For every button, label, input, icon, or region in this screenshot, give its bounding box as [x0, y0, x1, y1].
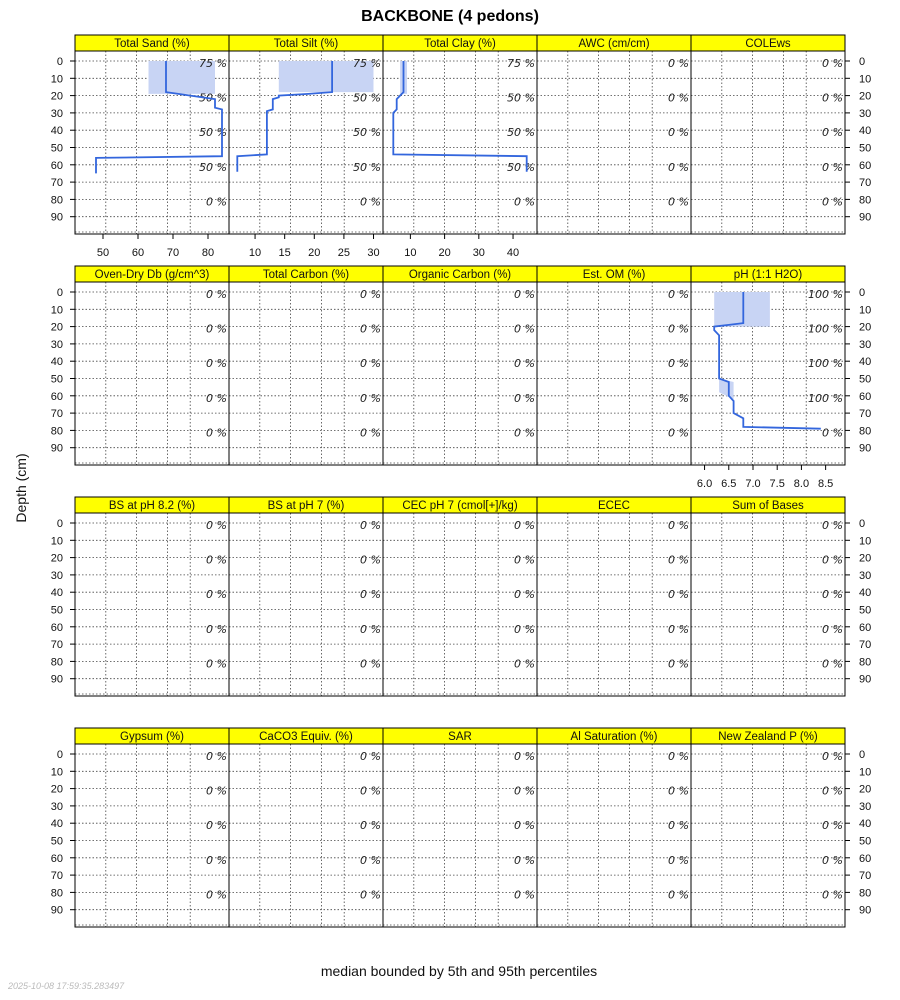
- percent-label: 0 %: [514, 288, 535, 301]
- y-tick-label: 10: [50, 766, 63, 779]
- timestamp-label: 2025-10-08 17:59:35.283497: [8, 981, 125, 991]
- percent-label: 50 %: [199, 91, 227, 105]
- percent-label: 0 %: [360, 657, 381, 671]
- x-tick-label: 30: [472, 247, 485, 259]
- y-tick-label: 40: [859, 587, 872, 600]
- percent-label: 0 %: [668, 750, 689, 763]
- y-tick-label: 10: [859, 304, 872, 317]
- percent-label: 50 %: [507, 160, 535, 174]
- percent-label: 0 %: [206, 322, 227, 336]
- percent-label: 0 %: [360, 391, 381, 405]
- percent-label: 0 %: [514, 357, 535, 371]
- panel-strip-label: BS at pH 7 (%): [267, 500, 345, 512]
- percent-label: 0 %: [206, 853, 227, 867]
- panel-strip-label: Oven-Dry Db (g/cm^3): [94, 269, 210, 281]
- x-tick-label: 10: [404, 247, 417, 259]
- y-tick-label: 10: [50, 535, 63, 548]
- y-tick-label: 10: [859, 766, 872, 779]
- y-tick-label: 70: [50, 408, 63, 421]
- y-tick-label: 30: [859, 569, 872, 582]
- panel-1: [51, 35, 229, 259]
- y-tick-label: 70: [50, 870, 63, 883]
- percent-label: 0 %: [360, 853, 381, 867]
- x-tick-label: 8.5: [817, 478, 834, 490]
- percent-label: 0 %: [360, 195, 381, 209]
- percent-label: 0 %: [360, 819, 381, 833]
- x-tick-label: 20: [438, 247, 451, 259]
- percent-label: 0 %: [668, 195, 689, 209]
- percent-label: 0 %: [822, 588, 843, 602]
- y-tick-label: 0: [56, 749, 63, 761]
- percent-label: 75 %: [353, 57, 381, 70]
- y-tick-label: 30: [50, 338, 63, 351]
- y-tick-label: 40: [50, 356, 63, 369]
- percent-label: 0 %: [360, 750, 381, 763]
- chart-title: BACKBONE (4 pedons): [361, 8, 539, 25]
- y-tick-label: 20: [50, 783, 63, 796]
- panel-grid: [51, 35, 872, 927]
- y-tick-label: 30: [50, 569, 63, 582]
- percent-label: 0 %: [206, 750, 227, 763]
- panel-13: [383, 497, 537, 696]
- percent-label: 0 %: [206, 819, 227, 833]
- percent-label: 0 %: [206, 784, 227, 798]
- y-tick-label: 80: [859, 887, 872, 900]
- percent-label: 0 %: [514, 322, 535, 336]
- percent-label: 0 %: [822, 426, 843, 440]
- panel-strip-label: Total Sand (%): [114, 38, 190, 50]
- y-tick-label: 10: [859, 535, 872, 548]
- x-tick-label: 60: [131, 247, 145, 259]
- percent-label: 0 %: [206, 288, 227, 301]
- y-tick-label: 60: [50, 621, 63, 634]
- percent-label: 0 %: [668, 519, 689, 532]
- percent-label: 100 %: [808, 322, 843, 336]
- panel-7: [229, 266, 383, 465]
- chart-footer-caption: median bounded by 5th and 95th percentiles: [320, 963, 598, 979]
- y-tick-label: 60: [859, 390, 872, 403]
- panel-9: [537, 266, 691, 465]
- panel-19: [537, 728, 691, 927]
- x-tick-label: 80: [201, 247, 215, 259]
- percent-label: 0 %: [360, 357, 381, 371]
- percent-label: 0 %: [514, 888, 535, 902]
- y-tick-label: 70: [859, 177, 872, 190]
- percent-label: 0 %: [514, 195, 535, 209]
- y-tick-label: 20: [859, 90, 872, 103]
- percent-label: 0 %: [822, 657, 843, 671]
- panel-strip-label: COLEws: [745, 38, 791, 50]
- panel-6: [51, 266, 229, 465]
- panel-3: [383, 35, 537, 259]
- percent-label: 0 %: [206, 588, 227, 602]
- y-tick-label: 40: [859, 125, 872, 138]
- percent-label: 0 %: [206, 657, 227, 671]
- y-tick-label: 80: [859, 656, 872, 669]
- percent-label: 0 %: [822, 819, 843, 833]
- percent-label: 0 %: [360, 888, 381, 902]
- y-tick-label: 50: [859, 604, 872, 617]
- percent-label: 50 %: [199, 160, 227, 174]
- x-tick-label: 30: [367, 247, 380, 259]
- percent-label: 0 %: [668, 126, 689, 140]
- y-tick-label: 90: [50, 904, 63, 917]
- percent-label: 0 %: [206, 888, 227, 902]
- y-tick-label: 90: [859, 442, 872, 455]
- y-tick-label: 40: [50, 587, 63, 600]
- percent-label: 0 %: [514, 784, 535, 798]
- y-tick-label: 70: [50, 639, 63, 652]
- percent-label: 0 %: [360, 519, 381, 532]
- panel-strip-label: BS at pH 8.2 (%): [108, 500, 196, 512]
- percent-label: 0 %: [822, 784, 843, 798]
- panel-strip-label: AWC (cm/cm): [578, 38, 650, 50]
- y-tick-label: 0: [56, 287, 63, 299]
- y-tick-label: 90: [50, 211, 63, 224]
- percent-label: 0 %: [206, 391, 227, 405]
- y-tick-label: 90: [50, 673, 63, 686]
- y-tick-label: 30: [859, 800, 872, 813]
- panel-12: [229, 497, 383, 696]
- percent-label: 0 %: [206, 357, 227, 371]
- panel-strip-label: SAR: [448, 731, 472, 743]
- median-line: [393, 61, 526, 172]
- panel-strip-label: Total Silt (%): [273, 38, 339, 50]
- y-tick-label: 70: [859, 639, 872, 652]
- y-tick-label: 50: [859, 835, 872, 848]
- y-tick-label: 80: [859, 194, 872, 207]
- y-tick-label: 10: [859, 73, 872, 86]
- y-tick-label: 20: [859, 783, 872, 796]
- y-tick-label: 60: [50, 159, 63, 172]
- percent-label: 0 %: [668, 819, 689, 833]
- x-tick-label: 15: [278, 247, 291, 259]
- percent-label: 50 %: [199, 126, 227, 140]
- percent-label: 0 %: [822, 195, 843, 209]
- panel-20: [691, 728, 871, 927]
- percent-label: 0 %: [822, 57, 843, 70]
- percent-label: 0 %: [206, 622, 227, 636]
- y-tick-label: 40: [50, 125, 63, 138]
- percent-label: 100 %: [808, 288, 843, 301]
- y-tick-label: 90: [859, 904, 872, 917]
- y-tick-label: 60: [50, 390, 63, 403]
- panel-11: [51, 497, 229, 696]
- percent-label: 0 %: [668, 622, 689, 636]
- y-tick-label: 0: [859, 56, 866, 68]
- panel-strip-label: CEC pH 7 (cmol[+]/kg): [402, 500, 518, 512]
- percent-label: 100 %: [808, 357, 843, 371]
- x-tick-label: 40: [506, 247, 520, 259]
- percent-label: 0 %: [668, 657, 689, 671]
- percent-label: 0 %: [668, 322, 689, 336]
- y-tick-label: 90: [859, 211, 872, 224]
- percent-label: 0 %: [668, 426, 689, 440]
- x-tick-label: 10: [248, 247, 262, 259]
- y-tick-label: 70: [859, 408, 872, 421]
- y-tick-label: 50: [50, 373, 63, 386]
- y-tick-label: 60: [859, 621, 872, 634]
- panel-strip-label: Al Saturation (%): [570, 731, 658, 743]
- x-tick-label: 25: [337, 247, 351, 259]
- panel-strip-label: Organic Carbon (%): [408, 269, 512, 281]
- y-tick-label: 60: [859, 159, 872, 172]
- y-tick-label: 50: [50, 142, 63, 155]
- percent-label: 0 %: [822, 622, 843, 636]
- y-tick-label: 40: [859, 818, 872, 831]
- y-tick-label: 80: [50, 194, 63, 207]
- percent-label: 50 %: [507, 91, 535, 105]
- x-tick-label: 70: [166, 247, 180, 259]
- x-tick-label: 50: [96, 247, 110, 259]
- y-tick-label: 30: [50, 107, 63, 120]
- percent-label: 0 %: [668, 357, 689, 371]
- panel-strip-label: Total Carbon (%): [262, 269, 350, 281]
- percent-label: 0 %: [514, 553, 535, 567]
- y-tick-label: 80: [50, 425, 63, 438]
- y-axis-label: Depth (cm): [13, 453, 29, 523]
- y-tick-label: 50: [50, 835, 63, 848]
- percent-label: 0 %: [360, 784, 381, 798]
- panel-10: [691, 266, 871, 490]
- percent-label: 0 %: [206, 195, 227, 209]
- y-tick-label: 20: [50, 552, 63, 565]
- percent-label: 75 %: [507, 57, 535, 70]
- percent-label: 0 %: [822, 519, 843, 532]
- percent-label: 0 %: [822, 853, 843, 867]
- percent-label: 0 %: [360, 588, 381, 602]
- panel-8: [383, 266, 537, 465]
- percent-label: 0 %: [514, 588, 535, 602]
- x-tick-label: 8.0: [793, 478, 810, 490]
- y-tick-label: 0: [859, 518, 866, 530]
- y-tick-label: 40: [859, 356, 872, 369]
- percent-label: 0 %: [514, 853, 535, 867]
- panel-strip-label: Est. OM (%): [582, 269, 646, 281]
- y-tick-label: 10: [50, 304, 63, 317]
- y-tick-label: 60: [50, 852, 63, 865]
- percent-label: 50 %: [353, 126, 381, 140]
- percent-label: 50 %: [353, 91, 381, 105]
- percent-label: 50 %: [353, 160, 381, 174]
- percent-label: 0 %: [514, 391, 535, 405]
- y-tick-label: 80: [50, 887, 63, 900]
- panel-15: [691, 497, 871, 696]
- percent-label: 0 %: [360, 553, 381, 567]
- y-tick-label: 0: [56, 518, 63, 530]
- percent-label: 0 %: [206, 553, 227, 567]
- y-tick-label: 60: [859, 852, 872, 865]
- y-tick-label: 70: [859, 870, 872, 883]
- percent-label: 0 %: [360, 622, 381, 636]
- percent-label: 0 %: [514, 426, 535, 440]
- percent-label: 0 %: [668, 853, 689, 867]
- panel-16: [51, 728, 229, 927]
- y-tick-label: 20: [50, 90, 63, 103]
- percent-label: 0 %: [360, 426, 381, 440]
- panel-2: [229, 35, 383, 259]
- y-tick-label: 20: [859, 552, 872, 565]
- percent-label: 0 %: [668, 553, 689, 567]
- percent-label: 0 %: [668, 160, 689, 174]
- x-tick-label: 6.5: [721, 478, 737, 490]
- percent-label: 0 %: [822, 160, 843, 174]
- y-tick-label: 30: [50, 800, 63, 813]
- panel-18: [383, 728, 537, 927]
- panel-strip-label: ECEC: [598, 500, 630, 512]
- percent-label: 0 %: [514, 819, 535, 833]
- y-tick-label: 30: [859, 107, 872, 120]
- percent-label: 0 %: [514, 519, 535, 532]
- y-tick-label: 90: [50, 442, 63, 455]
- percent-label: 0 %: [822, 750, 843, 763]
- percent-label: 0 %: [822, 888, 843, 902]
- panel-14: [537, 497, 691, 696]
- y-tick-label: 50: [859, 373, 872, 386]
- y-tick-label: 50: [859, 142, 872, 155]
- y-tick-label: 90: [859, 673, 872, 686]
- percent-label: 0 %: [206, 519, 227, 532]
- panel-4: [537, 35, 691, 234]
- percent-label: 0 %: [668, 784, 689, 798]
- percent-label: 0 %: [668, 391, 689, 405]
- percent-label: 0 %: [514, 657, 535, 671]
- panel-strip-label: Sum of Bases: [732, 500, 804, 512]
- percent-label: 0 %: [668, 588, 689, 602]
- percent-label: 0 %: [668, 288, 689, 301]
- y-tick-label: 80: [859, 425, 872, 438]
- panel-strip-label: CaCO3 Equiv. (%): [259, 731, 353, 743]
- y-tick-label: 40: [50, 818, 63, 831]
- panel-strip-label: Gypsum (%): [120, 731, 184, 743]
- y-tick-label: 20: [50, 321, 63, 334]
- percent-label: 0 %: [822, 553, 843, 567]
- y-tick-label: 10: [50, 73, 63, 86]
- percent-label: 0 %: [514, 750, 535, 763]
- y-tick-label: 0: [859, 287, 866, 299]
- panel-strip-label: Total Clay (%): [424, 38, 496, 50]
- percent-label: 50 %: [507, 126, 535, 140]
- x-tick-label: 6.0: [696, 478, 713, 490]
- percent-label: 0 %: [514, 622, 535, 636]
- percent-label: 0 %: [668, 888, 689, 902]
- y-tick-label: 20: [859, 321, 872, 334]
- panel-strip-label: New Zealand P (%): [718, 731, 818, 743]
- percent-label: 75 %: [199, 57, 227, 70]
- percentile-band: [714, 292, 770, 327]
- percent-label: 100 %: [808, 391, 843, 405]
- x-tick-label: 7.5: [769, 478, 785, 490]
- percent-label: 0 %: [668, 91, 689, 105]
- panel-5: [691, 35, 871, 234]
- x-tick-label: 20: [308, 247, 321, 259]
- y-tick-label: 80: [50, 656, 63, 669]
- y-tick-label: 50: [50, 604, 63, 617]
- panel-17: [229, 728, 383, 927]
- percent-label: 0 %: [360, 322, 381, 336]
- y-tick-label: 30: [859, 338, 872, 351]
- y-tick-label: 0: [859, 749, 866, 761]
- percent-label: 0 %: [668, 57, 689, 70]
- percent-label: 0 %: [206, 426, 227, 440]
- percent-label: 0 %: [360, 288, 381, 301]
- percent-label: 0 %: [822, 126, 843, 140]
- y-tick-label: 0: [56, 56, 63, 68]
- y-tick-label: 70: [50, 177, 63, 190]
- panel-strip-label: pH (1:1 H2O): [733, 269, 803, 281]
- percent-label: 0 %: [822, 91, 843, 105]
- x-tick-label: 7.0: [745, 478, 761, 490]
